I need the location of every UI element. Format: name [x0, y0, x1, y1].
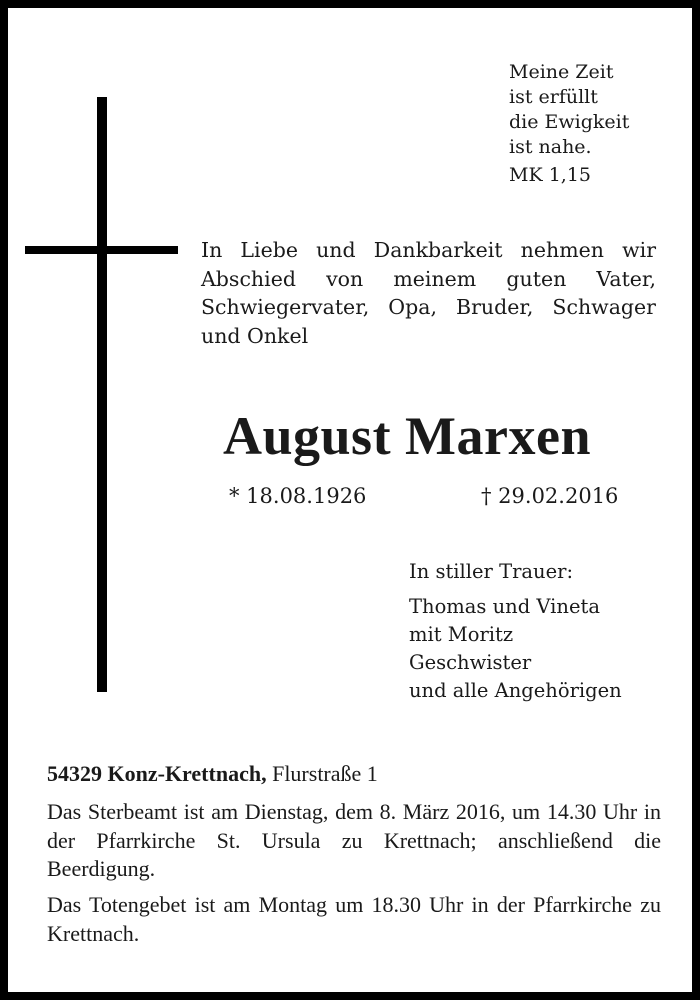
- verse-line: ist nahe.: [509, 136, 592, 158]
- cross-icon-horizontal-bar: [25, 246, 178, 254]
- mourner-line: Thomas und Vineta: [409, 595, 600, 618]
- verse-line: ist erfüllt: [509, 86, 598, 108]
- mourner-line: und alle Angehörigen: [409, 679, 622, 702]
- mourner-line: Geschwister: [409, 651, 532, 674]
- mourner-line: mit Moritz: [409, 623, 514, 646]
- verse-line: die Ewigkeit: [509, 111, 630, 133]
- verse-line: Meine Zeit: [509, 61, 614, 83]
- verse-reference: MK 1,15: [509, 164, 591, 186]
- bible-verse: [509, 60, 629, 188]
- requiem-details: Das Sterbeamt ist am Dienstag, dem 8. März 2016, um 14.30 Uhr in der Pfarrkirche St. Ursula zu Krettnach; anschließend die Beerdigung.: [47, 799, 661, 881]
- mourners-list: [409, 593, 622, 705]
- birth-date: * 18.08.1926: [229, 484, 367, 508]
- mourners-label: In stiller Trauer:: [409, 560, 574, 583]
- obituary-notice: [8, 8, 692, 992]
- intro-text: In Liebe und Dankbarkeit nehmen wir Abschied von meinem guten Vater, Schwiegervater, Opa, Bruder, Schwager und Onkel: [201, 238, 656, 348]
- address-street: Flurstraße 1: [272, 761, 378, 786]
- death-date: † 29.02.2016: [481, 484, 619, 508]
- deceased-name: August Marxen: [223, 406, 591, 466]
- address: [47, 760, 378, 788]
- prayer-details: Das Totengebet ist am Montag um 18.30 Uhr in der Pfarrkirche zu Krettnach.: [47, 892, 661, 946]
- address-city: 54329 Konz-Krettnach,: [47, 761, 267, 786]
- cross-icon-vertical-bar: [97, 97, 107, 692]
